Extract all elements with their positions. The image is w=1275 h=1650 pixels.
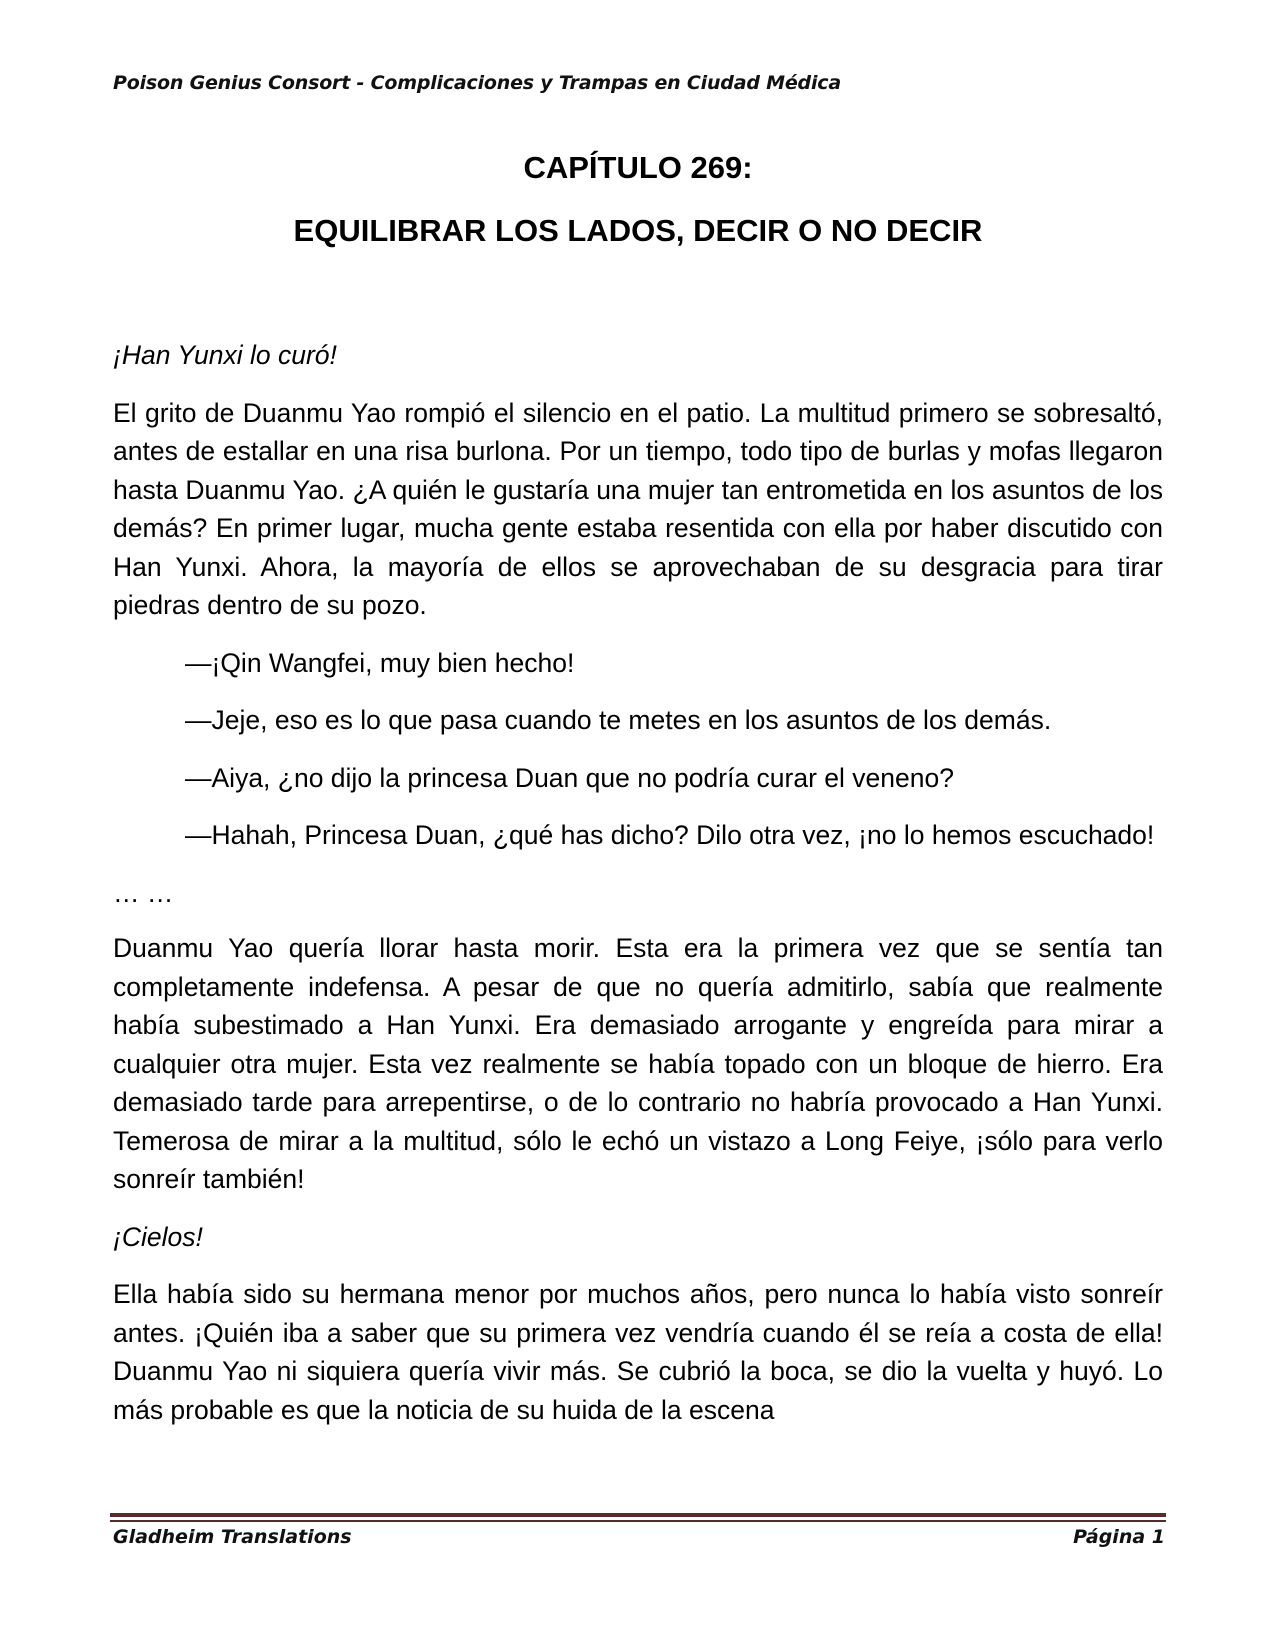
dialog-line: —Hahah, Princesa Duan, ¿qué has dicho? Dilo otra vez, ¡no lo hemos escuchado! <box>185 820 1155 850</box>
paragraph: El grito de Duanmu Yao rompió el silencio en el patio. La multitud primero se sobresaltó, antes de estallar en una risa burlona. Por un tiempo, todo tipo de burlas y mofas llegaron hasta Duanmu Yao. ¿A quién le gustaría una mujer tan entrometida en los asuntos de los demás? En primer lugar, mucha gente estaba resentida con ella por haber discutido con Han Yunxi. Ahora, la mayoría de ellos se aprovechaban de su desgracia para tirar piedras dentro de su pozo. <box>113 397 1163 620</box>
chapter-number: CAPÍTULO 269: <box>523 150 753 185</box>
dialog-line: —Jeje, eso es lo que pasa cuando te metes en los asuntos de los demás. <box>185 705 1052 735</box>
footer-divider-thin <box>110 1520 1166 1522</box>
paragraph-exclamation: ¡Cielos! <box>113 1221 203 1252</box>
dialog-line: —¡Qin Wangfei, muy bien hecho! <box>185 647 575 678</box>
chapter-body <box>113 336 1163 1448</box>
dialog-line: —Aiya, ¿no dijo la princesa Duan que no podría curar el veneno? <box>185 762 954 793</box>
ellipsis-break: … … <box>113 877 174 908</box>
paragraph: Duanmu Yao quería llorar hasta morir. Esta era la primera vez que se sentía tan completamente indefensa. A pesar de que no quería admitirlo, sabía que realmente había subestimado a Han Yunxi. Era demasiado arrogante y engreída para mirar a cualquier otra mujer. Esta vez realmente se había topado con un bloque de hierro. Era demasiado tarde para arrepentirse, o de lo contrario no habría provocado a Han Yunxi. Temerosa de mirar a la multitud, sólo le echó un vistazo a Long Feiye, ¡sólo para verlo sonreír también! <box>113 933 1163 1194</box>
running-header: Poison Genius Consort - Complicaciones y Trampas en Ciudad Médica <box>113 72 841 94</box>
chapter-title: EQUILIBRAR LOS LADOS, DECIR O NO DECIR <box>293 213 983 248</box>
footer-divider <box>110 1513 1166 1517</box>
paragraph-exclamation: ¡Han Yunxi lo curó! <box>113 340 337 370</box>
paragraph: Ella había sido su hermana menor por muchos años, pero nunca lo había visto sonreír antes. ¡Quién iba a saber que su primera vez vendría cuando él se reía a costa de ella! Duanmu Yao ni siquiera quería vivir más. Se cubrió la boca, se dio la vuelta y huyó. Lo más probable es que la noticia de su huida de la escena <box>113 1279 1163 1425</box>
footer-publisher: Gladheim Translations <box>113 1526 352 1548</box>
page-number: Página 1 <box>1073 1526 1165 1548</box>
